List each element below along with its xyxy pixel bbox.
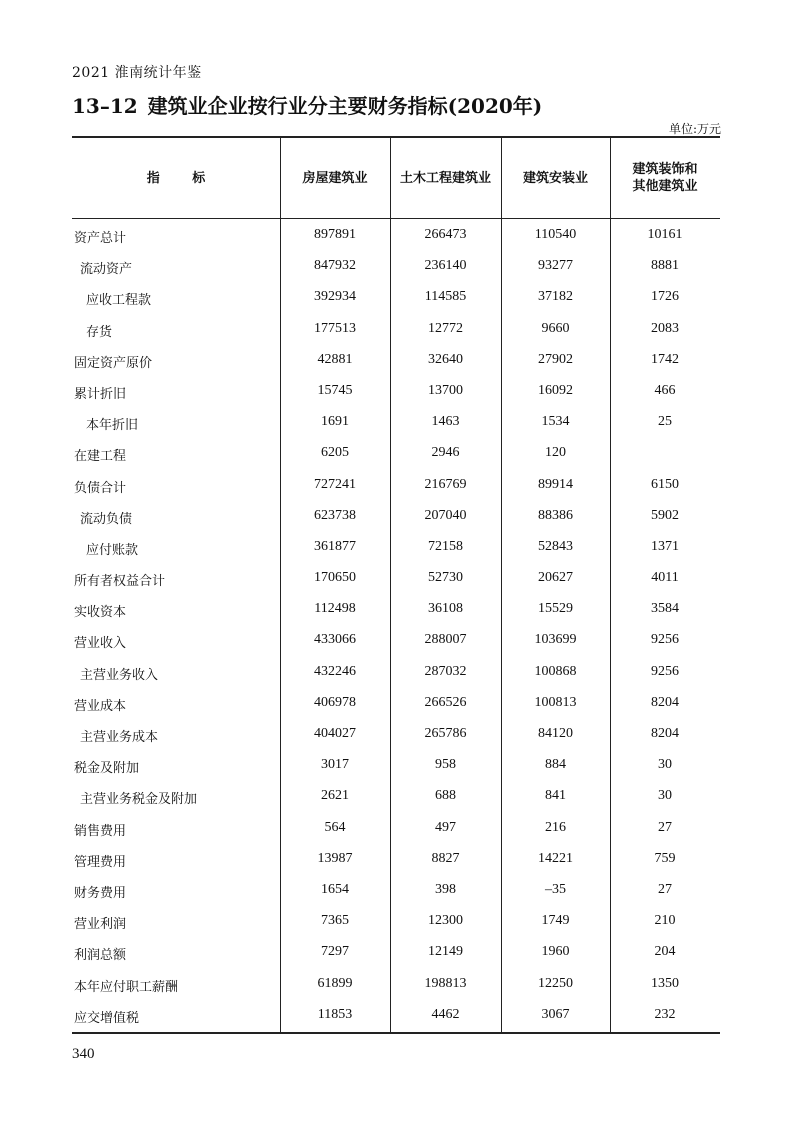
cell-value: 93277 [538,258,573,274]
row-label: 主营业务税金及附加 [80,792,198,808]
cell-value: 266526 [424,694,467,710]
cell-value: 27 [658,819,672,835]
row-label: 应收工程款 [86,293,152,309]
cell-value: 12250 [538,975,573,991]
table-row [72,937,720,968]
table-row [72,657,720,688]
table-row [72,407,720,438]
table-row [72,282,720,313]
table-row [72,750,720,781]
cell-value: 13700 [428,382,463,398]
cell-value: 100868 [534,663,577,679]
cell-value: –35 [545,881,566,897]
cell-value: 11853 [317,1006,353,1022]
cell-value: 27 [658,881,672,897]
row-label: 利润总额 [74,948,127,964]
table-row [72,501,720,532]
cell-value: 287032 [424,663,467,679]
row-label: 实收资本 [74,605,127,621]
cell-value: 1726 [651,289,679,305]
cell-value: 1463 [431,414,460,430]
table-row [72,906,720,937]
table-row [72,470,720,501]
row-label: 应付账款 [86,542,139,558]
cell-value: 688 [435,788,456,804]
table-row [72,532,720,563]
cell-value: 1749 [541,913,570,929]
cell-value: 1350 [651,975,679,991]
row-label: 累计折旧 [74,386,127,402]
cell-value: 3017 [321,757,349,773]
table-row [72,563,720,594]
cell-value: 6150 [651,476,679,492]
cell-value: 89914 [538,476,573,492]
cell-value: 1371 [651,538,679,554]
table-row [72,844,720,875]
row-label: 流动负债 [80,511,133,527]
cell-value: 4462 [431,1006,460,1022]
cell-value: 2083 [651,320,679,336]
cell-value: 4011 [651,570,679,586]
cell-value: 8881 [651,258,679,274]
cell-value: 361877 [314,538,356,554]
table-bottom-rule [72,1032,720,1034]
cell-value: 288007 [424,632,467,648]
row-label: 应交增值税 [74,1010,140,1026]
cell-value: 841 [545,788,566,804]
cell-value: 61899 [317,975,353,991]
table-number: 13–12 [72,94,138,118]
cell-value: 177513 [314,320,356,336]
column-header-decoration-other [610,138,720,218]
table-row [72,376,720,407]
cell-value: 10161 [647,227,683,242]
row-label: 负债合计 [74,480,127,496]
cell-value: 404027 [314,726,356,741]
cell-value: 466 [654,382,676,398]
cell-value: 20627 [538,570,573,586]
cell-value: 12772 [428,320,463,336]
cell-value: 100813 [534,694,577,710]
row-label: 本年应付职工薪酬 [74,979,179,995]
table-row [72,438,720,469]
cell-value: 103699 [534,632,577,648]
row-label: 销售费用 [74,823,127,839]
cell-value: 9256 [651,663,679,679]
row-label: 管理费用 [74,854,127,870]
table-row [72,594,720,625]
table-row [72,625,720,656]
table-row [72,719,720,750]
row-label: 存货 [86,324,113,340]
cell-value: 432246 [314,663,356,679]
cell-value: 14221 [538,850,573,866]
table-row [72,220,720,251]
cell-value: 6205 [321,445,349,461]
table-row [72,875,720,906]
cell-value: 204 [654,944,676,960]
table-row [72,781,720,812]
page-number: 340 [72,1046,95,1062]
cell-value: 265786 [424,726,467,741]
cell-value: 15745 [317,382,353,398]
cell-value: 433066 [314,632,356,648]
cell-value: 2946 [431,445,460,461]
cell-value: 88386 [538,507,573,523]
cell-value: 727241 [314,476,356,492]
cell-value: 236140 [424,258,467,274]
cell-value: 884 [545,757,566,773]
cell-value: 16092 [538,382,573,398]
row-label: 固定资产原价 [74,355,153,371]
column-header-housing-construction: 房屋建筑业 [302,170,368,186]
cell-value: 3067 [541,1006,570,1022]
cell-value: 8204 [651,726,679,741]
cell-value: 216769 [424,476,467,492]
column-header-installation: 建筑安装业 [522,170,588,186]
cell-value: 5902 [651,507,679,523]
cell-value: 12300 [428,913,463,929]
cell-value: 112498 [314,601,356,617]
cell-value: 1534 [541,414,570,430]
table-row [72,1000,720,1031]
cell-value: 9256 [651,632,679,648]
cell-value: 232 [654,1006,676,1022]
cell-value: 1960 [541,944,570,960]
cell-value: 7365 [321,913,349,929]
cell-value: 1742 [651,351,679,367]
cell-value: 564 [324,819,346,835]
cell-value: 36108 [428,601,463,617]
cell-value: 27902 [538,351,573,367]
row-label: 营业收入 [74,636,127,652]
cell-value: 958 [435,757,456,773]
table-body [72,220,720,1031]
cell-value: 266473 [424,227,467,242]
cell-value: 15529 [538,601,573,617]
cell-value: 847932 [314,258,356,274]
cell-value: 12149 [428,944,463,960]
cell-value: 114585 [424,289,467,305]
cell-value: 25 [658,414,672,430]
book-title: 2021 淮南统计年鉴 [72,65,202,81]
row-label: 资产总计 [74,231,127,246]
cell-value: 7297 [321,944,349,960]
row-label: 税金及附加 [74,761,140,777]
table-row [72,251,720,282]
row-label: 主营业务收入 [80,667,159,683]
cell-value: 207040 [424,507,467,523]
cell-value: 84120 [538,726,573,741]
cell-value: 30 [658,788,672,804]
cell-value: 8827 [431,850,460,866]
table-header-rule [72,218,720,219]
cell-value: 210 [654,913,676,929]
table-row [72,813,720,844]
row-label: 主营业务成本 [80,730,159,745]
row-label: 营业成本 [74,698,127,714]
cell-value: 623738 [314,507,356,523]
cell-value: 9660 [541,320,570,336]
column-header-indicator: 指 标 [146,170,206,186]
column-header-decoration-other-text: 建筑装饰和其他建筑业 [632,162,698,194]
cell-value: 392934 [314,289,356,305]
table-row [72,688,720,719]
cell-value: 897891 [314,227,356,242]
cell-value: 8204 [651,694,679,710]
column-header-civil-engineering: 土木工程建筑业 [399,170,491,186]
cell-value: 30 [658,757,672,773]
cell-value: 32640 [428,351,463,367]
cell-value: 42881 [317,351,353,367]
row-label: 本年折旧 [86,418,139,434]
cell-value: 398 [435,881,456,897]
row-label: 所有者权益合计 [74,574,166,590]
cell-value: 406978 [314,694,356,710]
cell-value: 1691 [321,414,349,430]
row-label: 流动资产 [80,262,133,278]
cell-value: 13987 [317,850,353,866]
cell-value: 52730 [428,570,463,586]
row-label: 财务费用 [74,885,127,901]
table-row [72,345,720,376]
row-label: 营业利润 [74,917,127,933]
cell-value: 110540 [534,227,577,242]
table-row [72,969,720,1000]
cell-value: 1654 [321,881,349,897]
unit-label: 单位:万元 [668,122,721,136]
cell-value: 52843 [538,538,573,554]
table-title-text: 建筑业企业按行业分主要财务指标(2020年) [147,94,543,118]
table-row [72,314,720,345]
cell-value: 120 [545,445,566,461]
row-label: 在建工程 [74,449,127,465]
cell-value: 2621 [321,788,349,804]
cell-value: 3584 [651,601,679,617]
cell-value: 170650 [314,570,356,586]
table-title [72,90,542,119]
cell-value: 198813 [424,975,467,991]
cell-value: 759 [654,850,676,866]
cell-value: 37182 [538,289,573,305]
cell-value: 216 [545,819,566,835]
cell-value: 497 [435,819,456,835]
cell-value: 72158 [428,538,463,554]
